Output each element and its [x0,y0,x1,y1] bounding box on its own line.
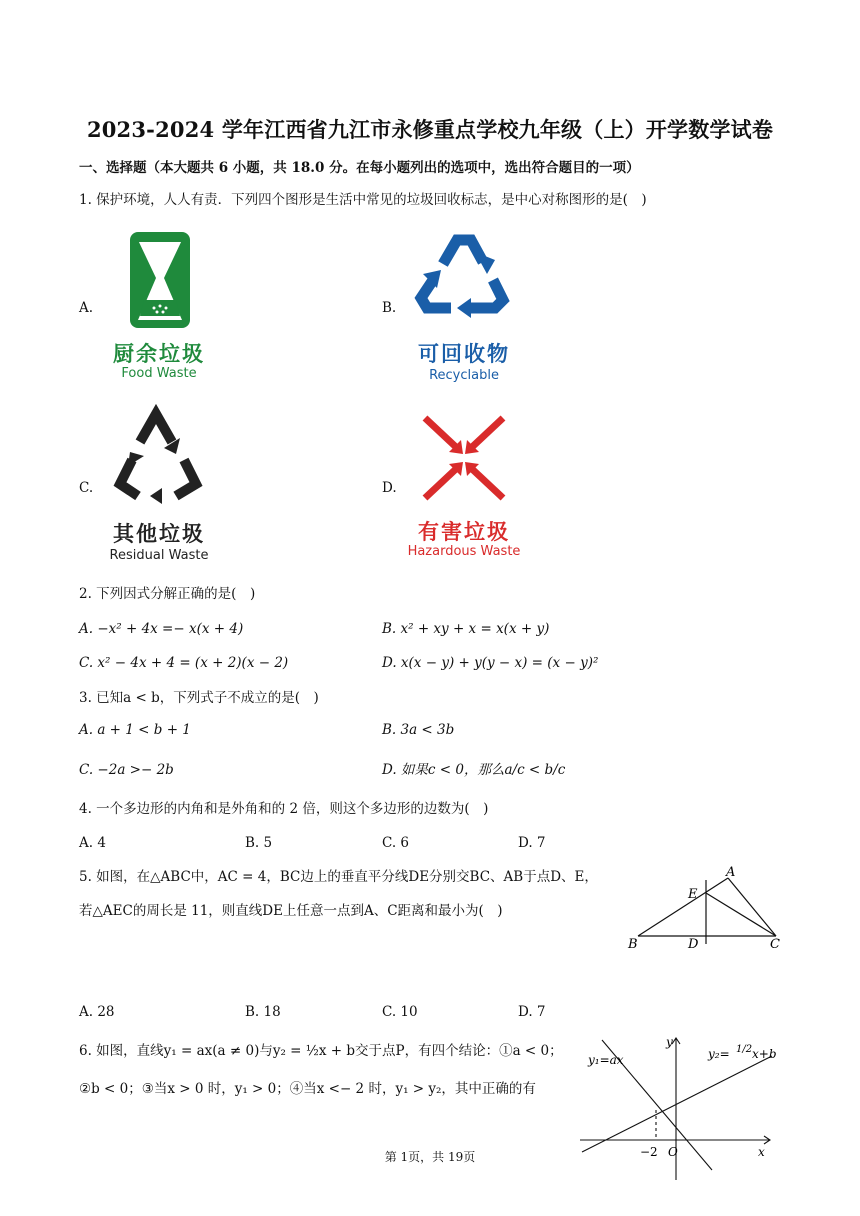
tick-minus-two-label: −2 [640,1145,658,1159]
question-5-stem-line-1: 5. 如图，在△ABC中，AC = 4，BC边上的垂直平分线DE分别交BC、AB于点D、E， [79,869,598,885]
vertex-c-label: C [770,937,780,952]
question-2-stem: 2. 下列因式分解正确的是( ) [79,586,256,602]
question-4-option-d: D. 7 [518,835,546,851]
x-axis-label: x [758,1145,765,1159]
question-5-stem-line-2: 若△AEC的周长是 11，则直线DE上任意一点到A、C距离和最小为( ) [79,903,503,919]
question-5-option-b: B. 18 [245,1004,281,1020]
recyclable-sign [405,222,523,388]
y2-line-label: y₂= [708,1047,730,1061]
sign-title-c: 其他垃圾 [113,522,205,546]
sign-subtitle-b: Recyclable [429,368,499,383]
question-4-stem: 4. 一个多边形的内角和是外角和的 2 倍，则这个多边形的边数为( ) [79,801,489,817]
section-heading: 一、选择题（本大题共 6 小题，共 18.0 分。在每小题列出的选项中，选出符合题目的一项） [79,160,640,176]
origin-label: O [668,1145,678,1159]
y2-fraction: 1/2 [736,1044,753,1055]
question-3-option-c: C. −2a >− 2b [79,762,174,778]
sign-subtitle-a: Food Waste [121,366,197,381]
point-e-label: E [688,887,698,902]
sign-subtitle-d: Hazardous Waste [407,544,521,559]
question-1-stem: 1. 保护环境，人人有责．下列四个图形是生活中常见的垃圾回收标志，是中心对称图形的是( ) [79,192,647,208]
page-footer: 第 1页，共 19页 [384,1150,476,1164]
question-2-option-a: A. −x² + 4x =− x(x + 4) [79,621,244,637]
sign-title-a: 厨余垃圾 [113,342,205,366]
question-4-option-a: A. 4 [79,835,106,851]
recycle-icon [405,222,523,340]
option-label-d: D. [382,480,397,496]
option-label-a: A. [79,300,94,316]
y-axis-label: y [666,1035,673,1049]
vertex-b-label: B [628,937,638,952]
question-3-option-a: A. a + 1 < b + 1 [79,722,191,738]
sign-title-b: 可回收物 [418,342,510,366]
question-5-option-a: A. 28 [79,1004,115,1020]
question-2-option-d: D. x(x − y) + y(y − x) = (x − y)² [382,655,599,671]
vertex-a-label: A [726,865,736,880]
sign-title-d: 有害垃圾 [418,520,510,544]
food-waste-sign [100,222,218,388]
question-3-option-b: B. 3a < 3b [382,722,455,738]
question-5-option-d: D. 7 [518,1004,546,1020]
option-label-c: C. [79,480,94,496]
page-title: 2023-2024 学年江西省九江市永修重点学校九年级（上）开学数学试卷 [86,117,774,142]
question-5-option-c: C. 10 [382,1004,418,1020]
question-4-option-c: C. 6 [382,835,410,851]
sign-subtitle-c: Residual Waste [109,548,209,563]
y1-line-label: y₁=ax [588,1053,624,1067]
point-d-label: D [688,937,699,952]
hazardous-waste-sign [405,402,523,568]
option-label-b: B. [382,300,397,316]
question-6-stem-line-2: ②b < 0；③当x > 0 时，y₁ > 0；④当x <− 2 时，y₁ > y₂，其中正确的有 [79,1081,536,1097]
hourglass-icon [100,222,218,340]
hazard-arrows-icon [405,402,523,520]
y2-line-tail: x+b [752,1047,777,1061]
linear-functions-figure [572,1030,782,1190]
question-3-stem: 3. 已知a < b，下列式子不成立的是( ) [79,690,319,706]
question-6-stem-line-1: 6. 如图，直线y₁ = ax(a ≠ 0)与y₂ = ½x + b交于点P，有四个结论：①a < 0； [79,1043,563,1059]
question-4-option-b: B. 5 [245,835,273,851]
other-waste-icon [100,402,218,520]
question-3-option-d: D. 如果c < 0，那么a/c < b/c [382,762,566,778]
triangle-figure [620,860,790,955]
residual-waste-sign [100,402,218,568]
question-2-option-c: C. x² − 4x + 4 = (x + 2)(x − 2) [79,655,289,671]
question-2-option-b: B. x² + xy + x = x(x + y) [382,621,550,637]
